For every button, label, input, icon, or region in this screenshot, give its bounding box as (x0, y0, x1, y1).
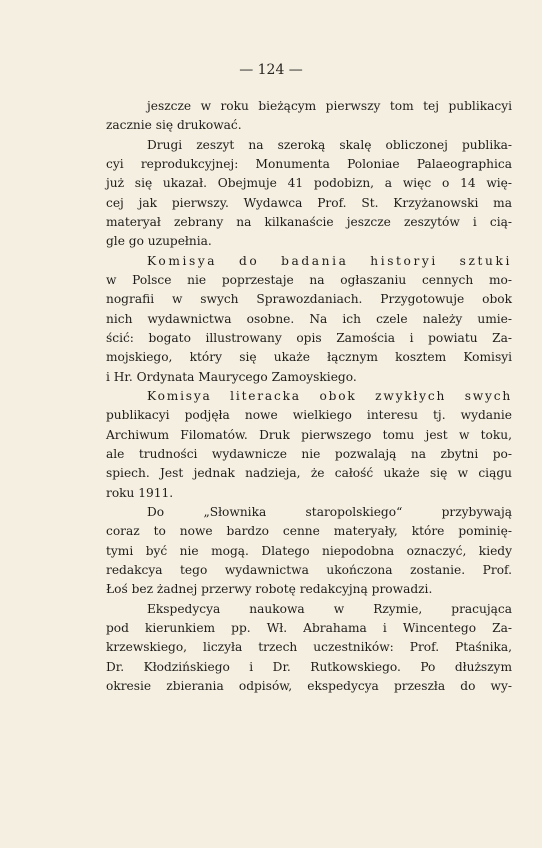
text-line: już się ukazał. Obejmuje 41 podobizn, a więc o 14 wię- (106, 176, 512, 191)
text-line: Łoś bez żadnej przerwy robotę redakcyjną prowadzi. (106, 582, 433, 597)
text-line: mojskiego, który się ukaże łącznym kosztem Komisyi (106, 350, 512, 365)
text-line: Komisya literacka obok zwykłych swych (147, 388, 512, 403)
text-line: gle go uzupełnia. (106, 234, 212, 249)
text-line: w Polsce nie poprzestaje na ogłaszaniu cennych mo- (106, 272, 512, 287)
text-line: nich wydawnictwa osobne. Na ich czele należy umie- (106, 311, 512, 326)
text-line: spiech. Jest jednak nadzieja, że całość ukaże się w ciągu (106, 466, 512, 481)
text-line: Komisya do badania historyi sztuki (147, 253, 512, 268)
text-line: publikacyi podjęła nowe wielkiego interesu tj. wydanie (106, 408, 512, 423)
text-line: Dr. Kłodzińskiego i Dr. Rutkowskiego. Po dłuższym (106, 659, 512, 674)
text-line: Archiwum Filomatów. Druk pierwszego tomu jest w toku, (106, 427, 512, 442)
text-line: Drugi zeszyt na szeroką skalę obliczonej publika- (147, 137, 512, 152)
text-line: cyi reprodukcyjnej: Monumenta Poloniae Palaeographica (106, 156, 512, 171)
text-line: roku 1911. (106, 485, 174, 500)
text-line: ścić: bogato illustrowany opis Zamościa i powiatu Za- (106, 330, 512, 345)
text-line: ale trudności wydawnicze nie pozwalają na zbytni po- (106, 446, 512, 461)
text-line: i Hr. Ordynata Maurycego Zamoyskiego. (106, 369, 357, 384)
text-line: zacznie się drukować. (106, 118, 242, 133)
text-line: cej jak pierwszy. Wydawca Prof. St. Krzyżanowski ma (106, 195, 512, 210)
text-line: krzewskiego, liczyła trzech uczestników: Prof. Ptaśnika, (106, 640, 512, 655)
body-text (106, 97, 512, 696)
text-line: Ekspedycya naukowa w Rzymie, pracująca (147, 601, 512, 616)
page-number: — 124 — (239, 62, 303, 78)
text-line: jeszcze w roku bieżącym pierwszy tom tej publikacyi (147, 99, 512, 113)
text-line: okresie zbierania odpisów, ekspedycya przeszła do wy- (106, 678, 512, 693)
text-line: redakcya tego wydawnictwa ukończona zostanie. Prof. (106, 562, 512, 577)
text-line: materyał zebrany na kilkanaście jeszcze zeszytów i cią- (106, 214, 512, 229)
text-line: coraz to nowe bardzo cenne materyały, które pominię- (106, 524, 512, 539)
text-line: Do „Słownika staropolskiego“ przybywają (147, 504, 512, 519)
text-line: pod kierunkiem pp. Wł. Abrahama i Wincentego Za- (106, 620, 512, 635)
text-line: nografii w swych Sprawozdaniach. Przygotowuje obok (106, 292, 512, 307)
text-line: tymi być nie mogą. Dlatego niepodobna oznaczyć, kiedy (106, 543, 512, 558)
